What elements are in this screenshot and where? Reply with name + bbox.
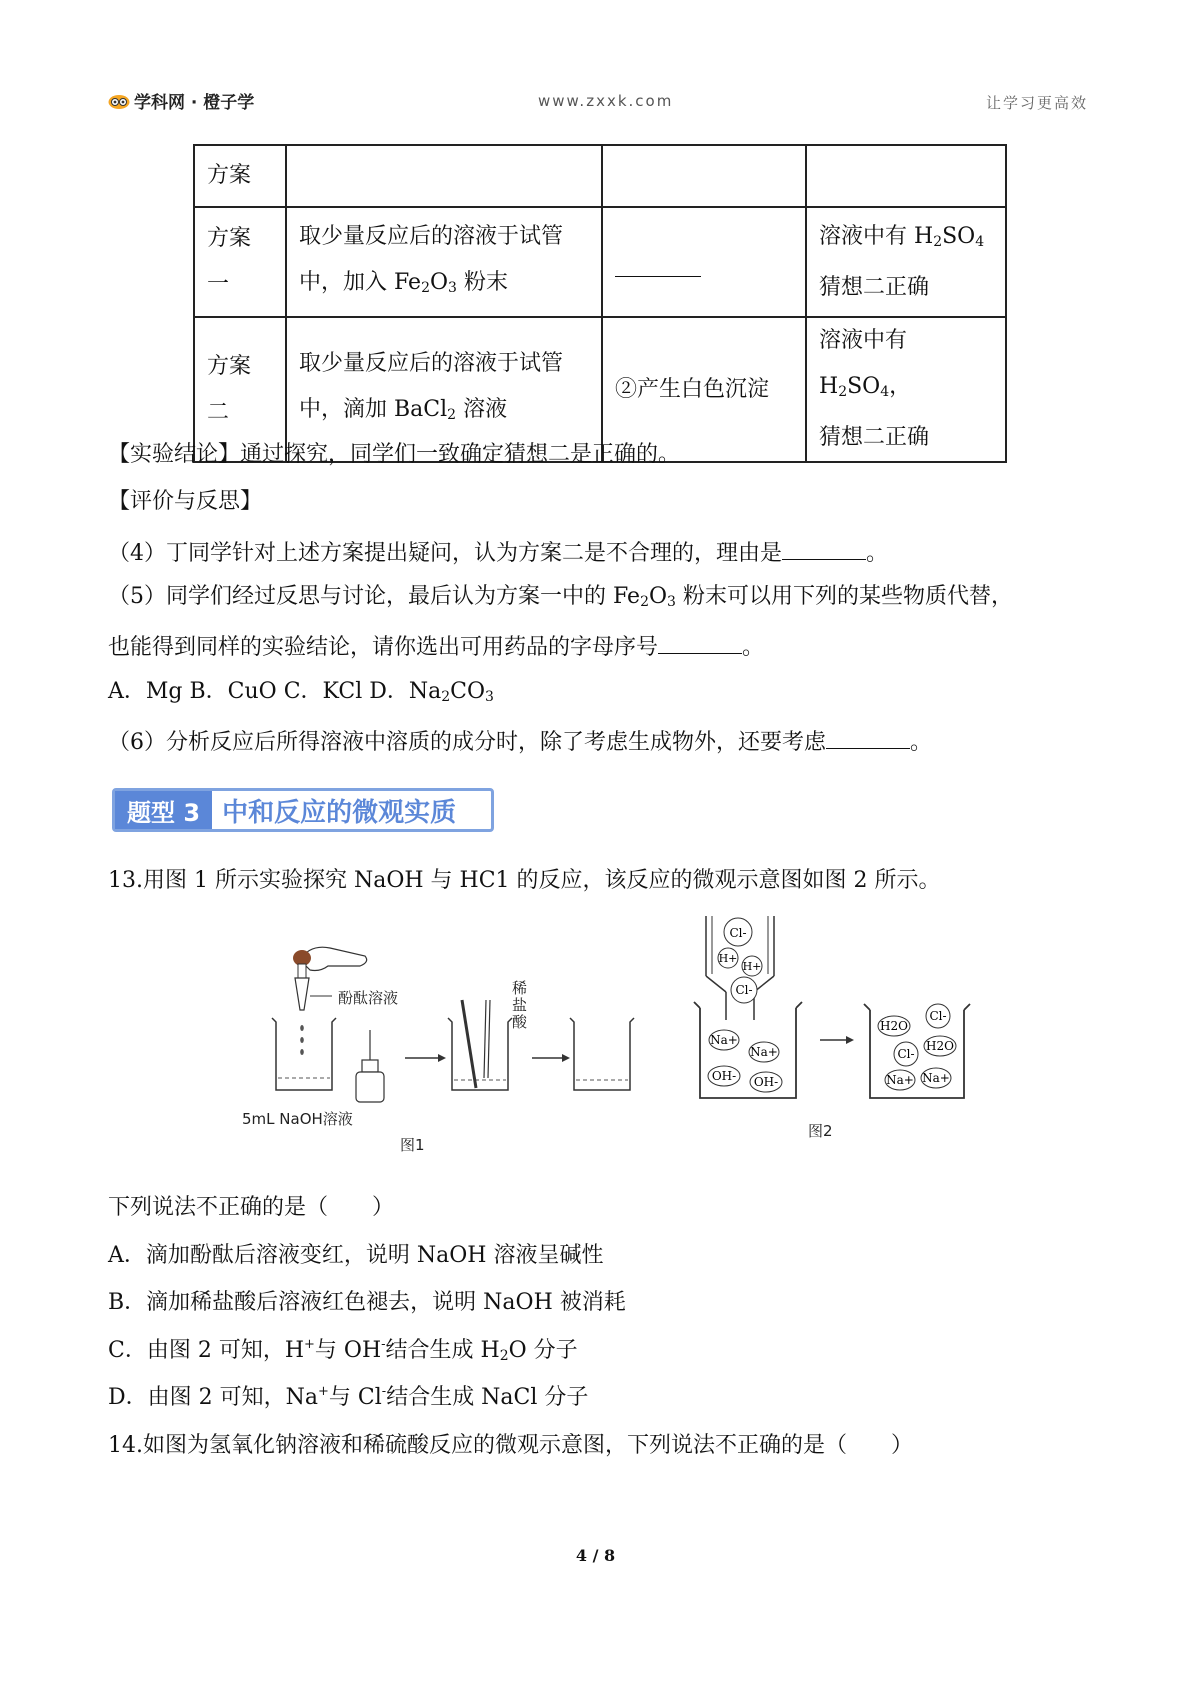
svg-text:Na+: Na+: [922, 1071, 950, 1085]
text-run: （6）分析反应后所得溶液中溶质的成分时，除了考虑生成物外，还要考虑: [108, 730, 826, 755]
text-run: O 分子: [508, 1338, 578, 1363]
cell-line: 一: [207, 272, 230, 297]
subscript: 2: [421, 279, 430, 296]
logo-text: 学科网 · 橙子学: [134, 93, 255, 113]
table-cell: [806, 145, 1006, 207]
text-run: O: [649, 584, 668, 609]
text-run: SO: [847, 374, 881, 399]
table-cell: [194, 207, 286, 317]
subscript: 3: [485, 689, 494, 705]
svg-text:H2O: H2O: [926, 1039, 954, 1053]
label-phenolphthalein: 酚酞溶液: [338, 989, 399, 1007]
text-run: SO: [942, 223, 976, 249]
svg-text:H+: H+: [718, 952, 738, 965]
ion-oh: [750, 1072, 782, 1092]
text-run: 溶液: [456, 397, 508, 422]
text-run: 溶液中有 H: [819, 328, 908, 399]
page-header: [108, 88, 1088, 118]
question-13-ask: 下列说法不正确的是（ ）: [108, 1195, 395, 1220]
ion-na: [885, 1070, 915, 1090]
svg-text:H+: H+: [742, 960, 762, 973]
text-run: 中，滴加 BaCl: [299, 397, 448, 422]
ion-cl: [724, 918, 752, 946]
question-4: [108, 535, 888, 569]
text-run: 。: [866, 541, 889, 566]
text-run: 结合生成 NaCl 分子: [386, 1385, 589, 1410]
text-run: 与 OH: [314, 1338, 382, 1363]
option-d[interactable]: [108, 1383, 588, 1413]
question-5-options: [108, 677, 494, 712]
text-run: 粉末: [456, 269, 508, 295]
svg-text:Cl-: Cl-: [897, 1047, 915, 1061]
question-14: 14.如图为氢氧化钠溶液和稀硫酸反应的微观示意图，下列说法不正确的是（ ）: [108, 1433, 913, 1458]
question-5-line2: [108, 629, 764, 663]
cell-line: 猜想二正确: [819, 274, 930, 300]
subscript: 2: [441, 689, 451, 705]
section-banner: [112, 788, 494, 832]
molecule-h2o: [878, 1016, 910, 1036]
svg-text:OH-: OH-: [711, 1069, 737, 1083]
svg-text:Cl-: Cl-: [929, 1009, 947, 1023]
cell-line: 取少量反应后的溶液于试管: [299, 351, 564, 376]
cell-line: [819, 214, 993, 265]
banner-tag: 题型 3: [115, 791, 212, 829]
table-cell: [602, 145, 806, 207]
table-row: [194, 207, 1006, 317]
cell-line: [819, 318, 993, 415]
text-run: D．由图 2 可知，Na: [108, 1385, 318, 1410]
text-run: CO: [450, 679, 486, 704]
text-run: A．Mg B．CuO C．KCl D．Na: [108, 679, 442, 704]
subscript: 2: [838, 384, 848, 400]
ion-h: [742, 956, 762, 976]
cell-line: 二: [207, 399, 230, 425]
table-cell: [602, 207, 806, 317]
molecule-h2o: [924, 1036, 956, 1056]
superscript: +: [318, 1384, 329, 1399]
cell-line: 取少量反应后的溶液于试管: [299, 223, 564, 249]
svg-text:Cl-: Cl-: [729, 926, 747, 940]
owl-logo-icon: [108, 93, 130, 109]
option-c[interactable]: [108, 1336, 578, 1371]
label-naoh-volume: 5mL NaOH溶液: [242, 1110, 353, 1128]
option-b[interactable]: B．滴加稀盐酸后溶液红色褪去，说明 NaOH 被消耗: [108, 1290, 626, 1315]
figure-2-caption: 图2: [808, 1122, 833, 1140]
svg-text:OH-: OH-: [753, 1075, 779, 1089]
answer-blank[interactable]: [782, 535, 866, 560]
table-cell: [806, 317, 1006, 462]
cell-line: 方案: [207, 226, 252, 251]
text-run: 溶液中有 H: [819, 223, 934, 249]
ion-oh: [708, 1066, 740, 1086]
cell-line: [299, 260, 589, 311]
text-run: 结合生成 H: [385, 1338, 500, 1363]
label-dilute-hcl: 稀盐酸: [512, 979, 528, 1031]
text-run: 粉末可以用下列的某些物质代替，: [675, 584, 1013, 609]
table-row: [194, 145, 1006, 207]
banner-title: 中和反应的微观实质: [222, 797, 457, 828]
svg-text:Na+: Na+: [710, 1033, 738, 1047]
answer-blank[interactable]: [826, 724, 910, 749]
text-run: O: [430, 269, 449, 295]
text-run: 与 Cl: [328, 1385, 382, 1410]
experiment-table: [193, 144, 1007, 463]
cell-line: 方案: [207, 353, 252, 379]
text-run: C．由图 2 可知，H: [108, 1338, 305, 1363]
text-run: （4）丁同学针对上述方案提出疑问，认为方案二是不合理的，理由是: [108, 541, 782, 566]
site-logo: [108, 88, 254, 113]
question-6: [108, 724, 932, 758]
cell-line: [299, 387, 589, 438]
subscript: 3: [667, 594, 676, 610]
option-a[interactable]: A．滴加酚酞后溶液变红，说明 NaOH 溶液呈碱性: [108, 1243, 604, 1268]
superscript: -: [381, 1337, 386, 1352]
subscript: 2: [499, 1348, 509, 1364]
subscript: 4: [880, 384, 890, 400]
superscript: -: [381, 1384, 387, 1399]
subscript: 3: [448, 279, 457, 296]
figure-2-diagram: [692, 912, 972, 1102]
text-run: 。: [910, 730, 933, 755]
subscript: 2: [933, 233, 943, 250]
text-run: （5）同学们经过反思与讨论，最后认为方案一中的 Fe: [108, 584, 641, 609]
text-run: 中，加入 Fe: [299, 269, 422, 295]
ion-na: [749, 1042, 779, 1062]
table-cell: [806, 207, 1006, 317]
ion-cl: [731, 977, 757, 1003]
ion-cl: [894, 1042, 918, 1066]
svg-text:Na+: Na+: [750, 1045, 778, 1059]
subscript: 2: [640, 594, 649, 610]
question-5-line1: [108, 582, 1013, 617]
svg-text:H2O: H2O: [880, 1019, 908, 1033]
cell-line: 猜想二正确: [819, 425, 930, 450]
question-13: 13.用图 1 所示实验探究 NaOH 与 HC1 的反应，该反应的微观示意图如图 2 所示。: [108, 868, 941, 893]
figure-1-caption: 图1: [400, 1136, 425, 1154]
svg-text:Cl-: Cl-: [735, 983, 753, 997]
subscript: 2: [447, 407, 457, 423]
table-cell: 方案: [194, 145, 286, 207]
text-run: 也能得到同样的实验结论，请你选出可用药品的字母序号: [108, 635, 659, 660]
site-url: www.zxxk.com: [538, 92, 674, 110]
ion-cl: [926, 1004, 950, 1028]
text-run: 。: [742, 635, 765, 660]
text-run: ，: [889, 374, 912, 399]
ion-na: [709, 1030, 739, 1050]
site-slogan: 让学习更高效: [985, 94, 1088, 112]
ion-na: [921, 1068, 951, 1088]
svg-text:Na+: Na+: [886, 1073, 914, 1087]
answer-blank[interactable]: [658, 629, 742, 654]
conclusion-text: 【实验结论】通过探究，同学们一致确定猜想二是正确的。: [108, 442, 681, 467]
subscript: 4: [975, 233, 985, 250]
answer-blank[interactable]: [615, 248, 701, 277]
table-cell: [286, 145, 602, 207]
ion-h: [718, 948, 738, 968]
page-number: 4 / 8: [575, 1546, 616, 1565]
table-cell: ②产生白色沉淀: [602, 317, 806, 462]
eval-heading: 【评价与反思】: [108, 489, 263, 514]
superscript: +: [304, 1337, 315, 1352]
table-cell: [286, 207, 602, 317]
